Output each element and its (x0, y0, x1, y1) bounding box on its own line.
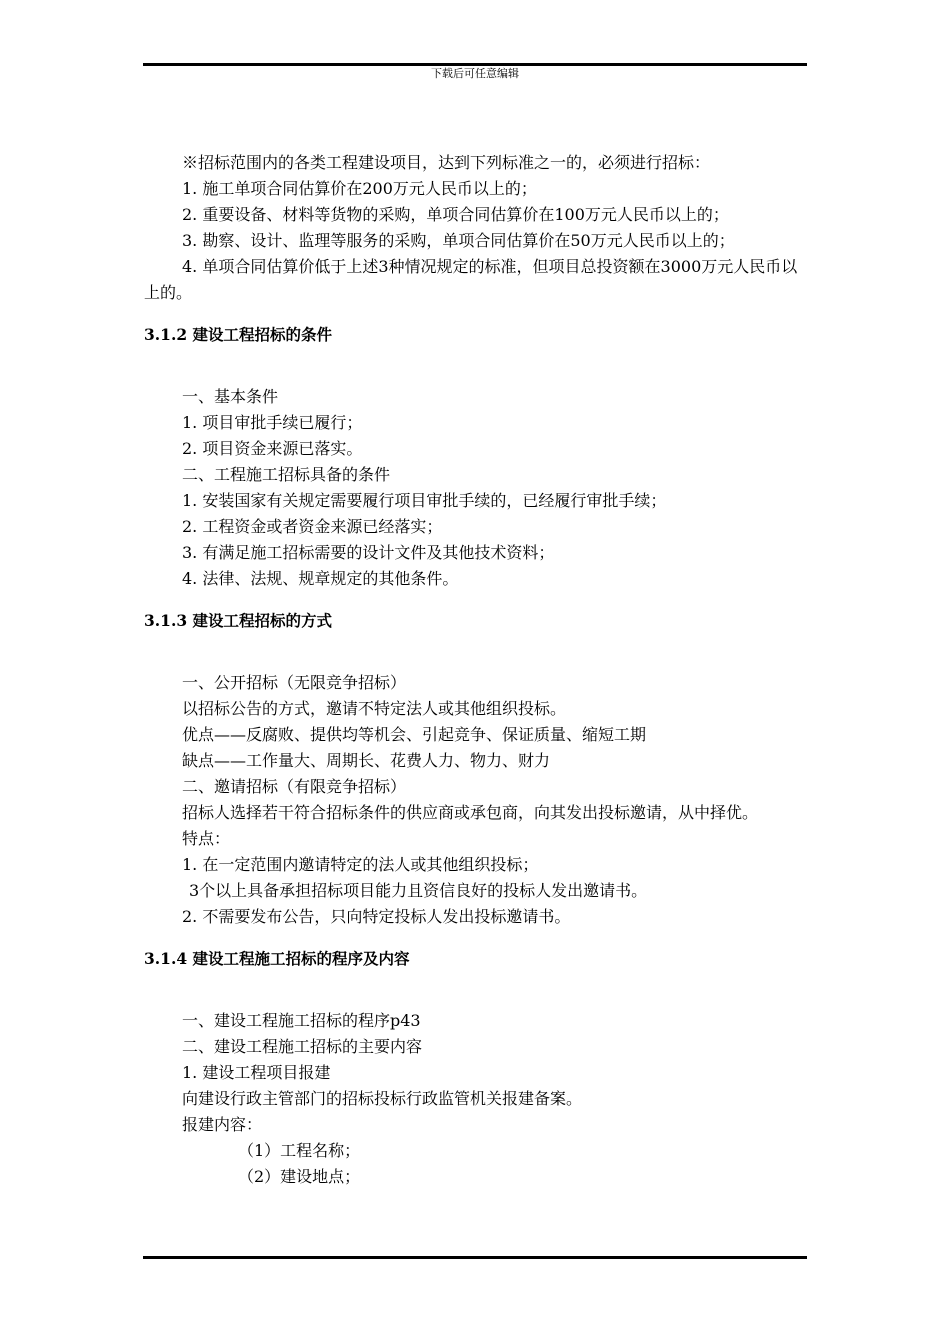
subheading: 二、工程施工招标具备的条件 (182, 465, 391, 484)
document-body (144, 150, 806, 1190)
list-item: （1）工程名称； (238, 1141, 361, 1160)
subheading: 一、基本条件 (182, 387, 279, 406)
list-item: 1. 安装国家有关规定需要履行项目审批手续的，已经履行审批手续； (182, 491, 667, 510)
list-item: 2. 项目资金来源已落实。 (182, 439, 363, 458)
list-item: 4. 法律、法规、规章规定的其他条件。 (182, 569, 459, 588)
header-note: 下载后可任意编辑 (431, 67, 519, 80)
section-heading-3-1-4: 3.1.4 建设工程施工招标的程序及内容 (144, 949, 410, 968)
section-heading-3-1-2: 3.1.2 建设工程招标的条件 (144, 325, 333, 344)
paragraph: 缺点——工作量大、周期长、花费人力、物力、财力 (182, 751, 551, 770)
footer-rule (143, 1256, 807, 1259)
intro-item: 3. 勘察、设计、监理等服务的采购，单项合同估算价在50万元人民币以上的； (182, 231, 735, 250)
paragraph: 优点——反腐败、提供均等机会、引起竞争、保证质量、缩短工期 (182, 725, 647, 744)
paragraph: 向建设行政主管部门的招标投标行政监管机关报建备案。 (182, 1089, 583, 1108)
intro-item: 1. 施工单项合同估算价在200万元人民币以上的； (182, 179, 537, 198)
subheading: 一、建设工程施工招标的程序p43 (182, 1011, 421, 1030)
list-item: 2. 不需要发布公告，只向特定投标人发出投标邀请书。 (182, 907, 571, 926)
subheading: 二、建设工程施工招标的主要内容 (182, 1037, 423, 1056)
intro-item: 2. 重要设备、材料等货物的采购，单项合同估算价在100万元人民币以上的； (182, 205, 729, 224)
section-heading-3-1-3: 3.1.3 建设工程招标的方式 (144, 611, 333, 630)
list-item: 2. 工程资金或者资金来源已经落实； (182, 517, 443, 536)
subheading: 二、邀请招标（有限竞争招标） (182, 777, 407, 796)
list-item-sub: 3个以上具备承担招标项目能力且资信良好的投标人发出邀请书。 (189, 881, 648, 900)
paragraph: 招标人选择若干符合招标条件的供应商或承包商，向其发出投标邀请，从中择优。 (182, 803, 759, 822)
paragraph: 特点： (182, 829, 231, 848)
intro-item: 4. 单项合同估算价低于上述3种情况规定的标准，但项目总投资额在3000万元人民币以上的。 (144, 257, 798, 302)
paragraph: 报建内容： (182, 1115, 263, 1134)
intro-lead: ※招标范围内的各类工程建设项目，达到下列标准之一的，必须进行招标： (182, 153, 711, 172)
list-item: 1. 在一定范围内邀请特定的法人或其他组织投标； (182, 855, 539, 874)
list-item: 1. 项目审批手续已履行； (182, 413, 363, 432)
list-item: （2）建设地点； (238, 1167, 361, 1186)
header-rule (143, 63, 807, 66)
list-item: 3. 有满足施工招标需要的设计文件及其他技术资料； (182, 543, 555, 562)
subheading: 一、公开招标（无限竞争招标） (182, 673, 407, 692)
list-item: 1. 建设工程项目报建 (182, 1063, 331, 1082)
paragraph: 以招标公告的方式，邀请不特定法人或其他组织投标。 (182, 699, 567, 718)
